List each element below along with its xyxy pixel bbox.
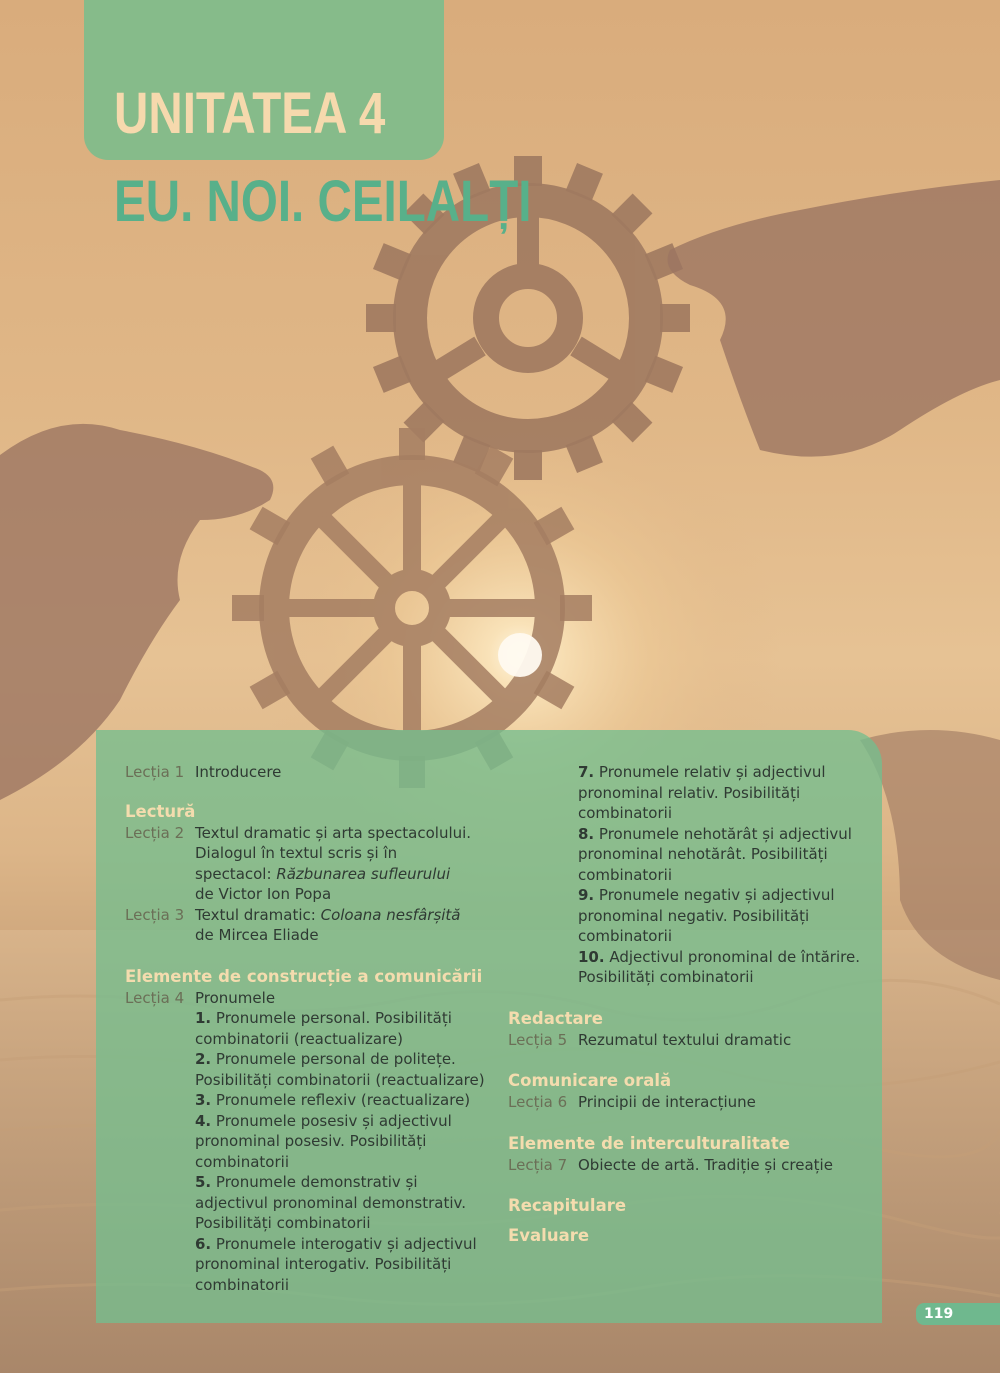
section-heading-recapitulare: Recapitulare — [508, 1196, 627, 1215]
toc-right-column — [508, 762, 878, 1247]
lesson-1-row — [125, 762, 495, 783]
subtopic-item: 2. Pronumele personal de politețe. Posibilități combinatorii (reactualizare) — [195, 1050, 485, 1089]
section-heading-evaluare: Evaluare — [508, 1226, 590, 1245]
section-heading-interculturalitate: Elemente de interculturalitate — [508, 1133, 790, 1153]
page-number: 119 — [916, 1303, 1000, 1325]
lesson-title: Introducere — [195, 763, 282, 781]
lesson-title: Rezumatul textului dramatic — [578, 1030, 792, 1049]
lesson-title: Obiecte de artă. Tradiție și creație — [578, 1155, 833, 1174]
subtopic-item: 6. Pronumele interogativ și adjectivul pronominal interogativ. Posibilități combinatorii — [195, 1234, 477, 1294]
subtopic-item: 5. Pronumele demonstrativ și adjectivul pronominal demonstrativ. Posibilități combinatorii — [195, 1173, 466, 1232]
lesson-label: Lecția 6 — [508, 1093, 568, 1111]
subtopic-item: 8. Pronumele nehotărât și adjectivul pronominal nehotărât. Posibilități combinatorii — [578, 824, 852, 884]
unit-subtitle: EU. NOI. CEILALȚI — [114, 169, 532, 234]
section-heading-lectura: Lectură — [125, 801, 196, 821]
lesson-7-row — [508, 1155, 878, 1176]
lesson-4-row — [125, 988, 495, 1009]
unit-title: UNITATEA 4 — [114, 81, 386, 146]
lesson-title: Textul dramatic: Coloana nesfârșită de Mircea Eliade — [195, 905, 461, 944]
lesson-label: Lecția 5 — [508, 1030, 568, 1049]
toc-left-column — [125, 762, 495, 1295]
lesson-label: Lecția 4 — [125, 988, 185, 1007]
lesson-5-row — [508, 1030, 878, 1051]
lesson-label: Lecția 7 — [508, 1155, 568, 1174]
lesson-title: Principii de interacțiune — [578, 1093, 756, 1111]
section-heading-elemente: Elemente de construcție a comunicării — [125, 966, 483, 986]
lesson-title: Pronumele — [195, 988, 276, 1007]
pronoun-subtopics — [125, 1008, 495, 1295]
section-heading-comunicare: Comunicare orală — [508, 1071, 672, 1090]
lesson-label: Lecția 3 — [125, 905, 185, 924]
lesson-3-row — [125, 905, 495, 946]
lesson-2-row — [125, 823, 495, 905]
lesson-label: Lecția 2 — [125, 823, 185, 842]
subtopic-item: 4. Pronumele posesiv și adjectivul pronominal posesiv. Posibilități combinatorii — [195, 1111, 452, 1171]
subtopic-item: 9. Pronumele negativ și adjectivul pronominal negativ. Posibilități combinatorii — [578, 886, 835, 945]
pronoun-subtopics-continued — [508, 762, 878, 988]
lesson-6-row — [508, 1092, 878, 1113]
lesson-label: Lecția 1 — [125, 763, 185, 781]
section-heading-redactare: Redactare — [508, 1008, 603, 1028]
subtopic-item: 7. Pronumele relativ și adjectivul pronominal relativ. Posibilități combinatorii — [578, 763, 826, 822]
subtopic-item: 1. Pronumele personal. Posibilități combinatorii (reactualizare) — [195, 1009, 452, 1048]
lesson-title: Textul dramatic și arta spectacolului. Dialogul în textul scris și în spectacol: Răzbunarea sufleurului de Victor Ion Popa — [195, 823, 472, 903]
subtopic-item: 10. Adjectivul pronominal de întărire. Posibilități combinatorii — [578, 947, 860, 986]
subtopic-item: 3. Pronumele reflexiv (reactualizare) — [195, 1091, 471, 1109]
